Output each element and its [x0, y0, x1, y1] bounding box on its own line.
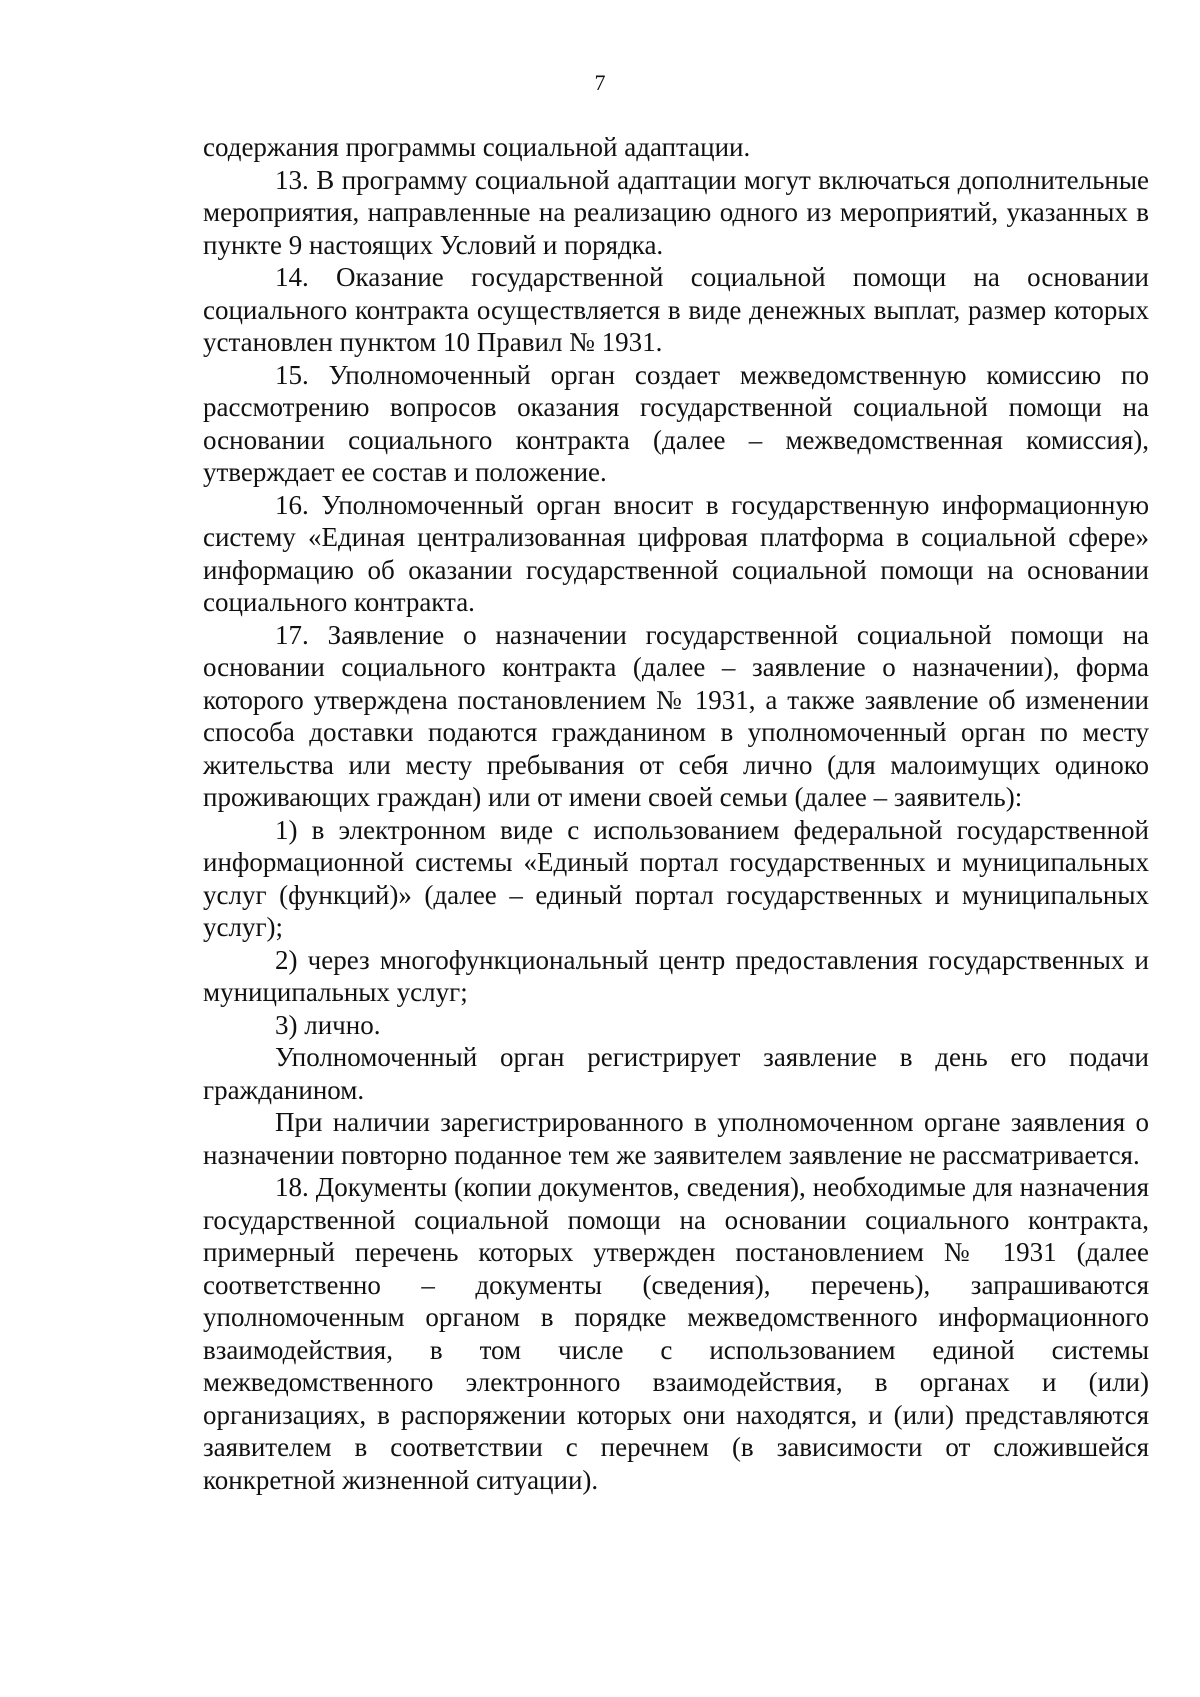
- paragraph-item-13: 13. В программу социальной адаптации могут включаться дополнительные мероприятия, направленные на реализацию одного из мероприятий, указанных в пункте 9 настоящих Условий и порядка.: [203, 164, 1149, 260]
- paragraph-item-16: 16. Уполномоченный орган вносит в государственную информационную систему «Единая централизованная цифровая платформа в социальной сфере» информацию об оказании государственной социальной помощи на основании социального контракта.: [203, 489, 1149, 617]
- paragraph-item-15: 15. Уполномоченный орган создает межведомственную комиссию по рассмотрению вопросов оказания государственной социальной помощи на основании социального контракта (далее – межведомственная комиссия), утверждает ее состав и положение.: [203, 359, 1149, 487]
- document-body: [203, 131, 1149, 1496]
- paragraph-subitem-2: 2) через многофункциональный центр предоставления государственных и муниципальных услуг;: [203, 944, 1149, 1007]
- paragraph-repeat-application: При наличии зарегистрированного в уполномоченном органе заявления о назначении повторно поданное тем же заявителем заявление не рассматривается.: [203, 1107, 1149, 1170]
- paragraph-item-18: 18. Документы (копии документов, сведения), необходимые для назначения государственной социальной помощи на основании социального контракта, примерный перечень которых утвержден постановлением № 1931 (далее соответственно – документы (сведения), перечень), запрашиваются уполномоченным органом в порядке межведомственного информационного взаимодействия, в том числе с использованием единой системы межведомственного электронного взаимодействия, в органах и (или) организациях, в распоряжении которых они находятся, и (или) представляются заявителем в соответствии с перечнем (в зависимости от сложившейся конкретной жизненной ситуации).: [203, 1172, 1149, 1495]
- paragraph-subitem-1: 1) в электронном виде с использованием федеральной государственной информационной системы «Единый портал государственных и муниципальных услуг (функций)» (далее – единый портал государственных и муниципальных услуг);: [203, 814, 1149, 942]
- paragraph-continuation: содержания программы социальной адаптации.: [203, 132, 751, 162]
- paragraph-subitem-3: 3) лично.: [275, 1009, 381, 1040]
- page-number: 7: [594, 70, 606, 95]
- paragraph-item-17: 17. Заявление о назначении государственной социальной помощи на основании социального контракта (далее – заявление о назначении), форма которого утверждена постановлением № 1931, а также заявление об изменении способа доставки подаются гражданином в уполномоченный орган по месту жительства или месту пребывания от себя лично (для малоимущих одиноко проживающих граждан) или от имени своей семьи (далее – заявитель):: [203, 619, 1149, 812]
- paragraph-registration: Уполномоченный орган регистрирует заявление в день его подачи гражданином.: [203, 1042, 1149, 1105]
- paragraph-item-14: 14. Оказание государственной социальной помощи на основании социального контракта осуществляется в виде денежных выплат, размер которых установлен пунктом 10 Правил № 1931.: [203, 262, 1149, 357]
